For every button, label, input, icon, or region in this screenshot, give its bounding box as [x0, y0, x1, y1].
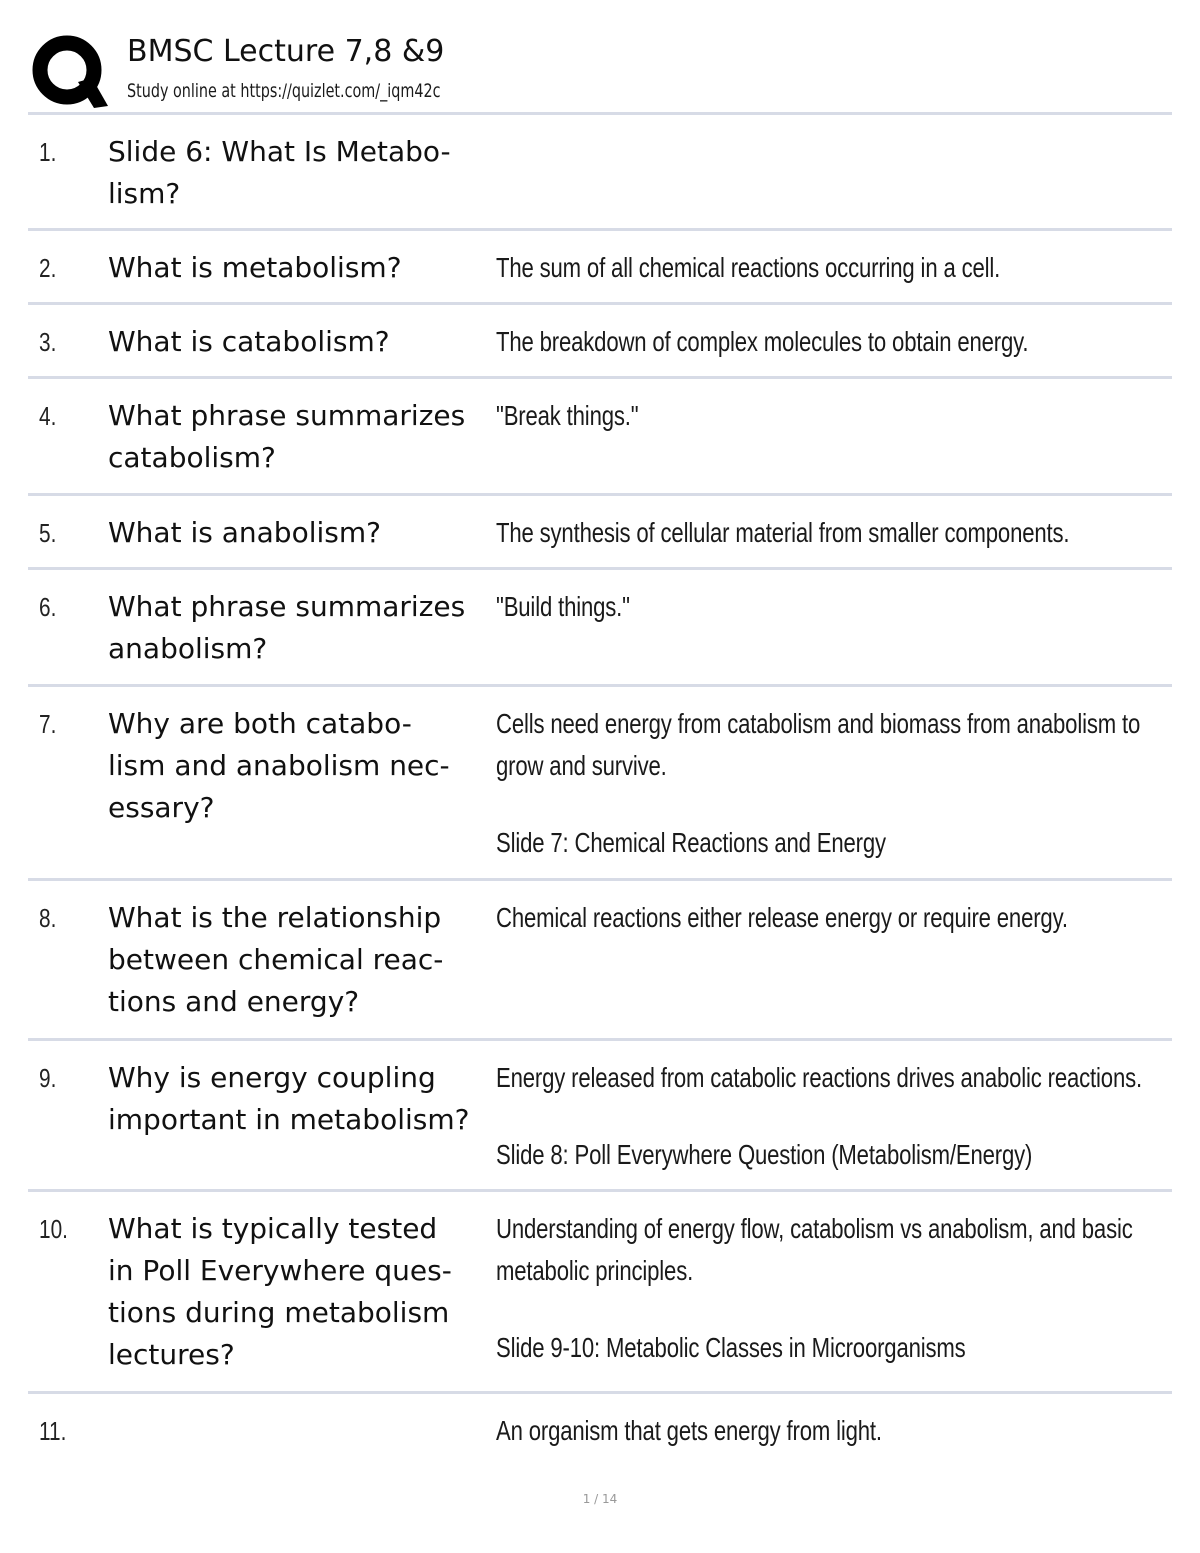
card-number: 11. — [39, 1416, 67, 1446]
card-definition — [496, 586, 1186, 628]
definition-line: "Break things." — [496, 400, 639, 431]
card-term — [108, 395, 498, 479]
term-line: lism and anabolism nec- — [108, 749, 450, 782]
card-definition — [496, 1057, 1186, 1176]
card-definition — [496, 395, 1186, 437]
definition-line: grow and survive. — [496, 750, 667, 781]
term-line: tions and energy? — [108, 985, 360, 1018]
card-definition — [496, 321, 1186, 363]
card-divider — [28, 1391, 1172, 1394]
page-title: BMSC Lecture 7,8 &9 — [127, 34, 445, 69]
card-divider — [28, 878, 1172, 881]
definition-line: The sum of all chemical reactions occurring in a cell. — [496, 252, 1001, 283]
page-number: 1 / 14 — [582, 1492, 618, 1506]
card-definition — [496, 1208, 1186, 1369]
card-number: 10. — [39, 1214, 68, 1244]
term-line: between chemical reac- — [108, 943, 444, 976]
definition-line: metabolic principles. — [496, 1255, 694, 1286]
card-term — [108, 703, 498, 829]
term-line: lism? — [108, 177, 181, 210]
term-line: What is metabolism? — [108, 251, 402, 284]
card-number: 8. — [39, 903, 57, 933]
card-divider — [28, 1189, 1172, 1192]
term-line: essary? — [108, 791, 215, 824]
card-number: 4. — [39, 401, 57, 431]
card-number: 3. — [39, 327, 57, 357]
document-header — [28, 28, 1172, 112]
card-definition — [496, 703, 1186, 864]
card-definition — [496, 247, 1186, 289]
term-line: What phrase summarizes — [108, 399, 466, 432]
card-divider — [28, 1038, 1172, 1041]
definition-line: Slide 9-10: Metabolic Classes in Microorganisms — [496, 1332, 966, 1363]
card-term — [108, 586, 498, 670]
term-line: catabolism? — [108, 441, 276, 474]
card-term — [108, 512, 498, 554]
card-divider — [28, 567, 1172, 570]
definition-line: The breakdown of complex molecules to obtain energy. — [496, 326, 1029, 357]
card-definition — [496, 512, 1186, 554]
definition-line: Chemical reactions either release energy or require energy. — [496, 902, 1068, 933]
definition-line: Slide 8: Poll Everywhere Question (Metabolism/Energy) — [496, 1139, 1033, 1170]
card-divider — [28, 228, 1172, 231]
definition-line: An organism that gets energy from light. — [496, 1415, 882, 1446]
card-divider — [28, 302, 1172, 305]
study-online-link-text: Study online at https://quizlet.com/_iqm42c — [127, 80, 441, 102]
definition-line: The synthesis of cellular material from smaller components. — [496, 517, 1070, 548]
definition-spacer — [496, 787, 1186, 822]
card-divider — [28, 376, 1172, 379]
card-definition — [496, 897, 1186, 939]
term-line: Slide 6: What Is Metabo- — [108, 135, 451, 168]
term-line: What is anabolism? — [108, 516, 381, 549]
term-line: Why are both catabo- — [108, 707, 412, 740]
definition-line: "Build things." — [496, 591, 630, 622]
term-line: lectures? — [108, 1338, 235, 1371]
term-line: anabolism? — [108, 632, 268, 665]
quizlet-logo-icon — [32, 32, 108, 108]
definition-line: Cells need energy from catabolism and biomass from anabolism to — [496, 708, 1141, 739]
card-number: 6. — [39, 592, 57, 622]
term-line: important in metabolism? — [108, 1103, 470, 1136]
card-divider — [28, 493, 1172, 496]
term-line: tions during metabolism — [108, 1296, 450, 1329]
term-line: in Poll Everywhere ques- — [108, 1254, 452, 1287]
card-number: 2. — [39, 253, 57, 283]
card-term — [108, 897, 498, 1023]
card-number: 1. — [39, 137, 57, 167]
card-divider — [28, 112, 1172, 115]
term-line: What phrase summarizes — [108, 590, 466, 623]
card-number: 5. — [39, 518, 57, 548]
card-term — [108, 247, 498, 289]
card-term — [108, 1057, 498, 1141]
card-divider — [28, 684, 1172, 687]
card-term — [108, 131, 498, 215]
definition-line: Slide 7: Chemical Reactions and Energy — [496, 827, 886, 858]
definition-line: Understanding of energy flow, catabolism vs anabolism, and basic — [496, 1213, 1133, 1244]
definition-spacer — [496, 1099, 1186, 1134]
term-line: Why is energy coupling — [108, 1061, 436, 1094]
definition-line: Energy released from catabolic reactions drives anabolic reactions. — [496, 1062, 1142, 1093]
card-number: 9. — [39, 1063, 57, 1093]
term-line: What is the relationship — [108, 901, 442, 934]
card-number: 7. — [39, 709, 57, 739]
card-term — [108, 321, 498, 363]
term-line: What is catabolism? — [108, 325, 390, 358]
term-line: What is typically tested — [108, 1212, 438, 1245]
card-term — [108, 1208, 498, 1376]
definition-spacer — [496, 1292, 1186, 1327]
card-definition — [496, 1410, 1186, 1452]
